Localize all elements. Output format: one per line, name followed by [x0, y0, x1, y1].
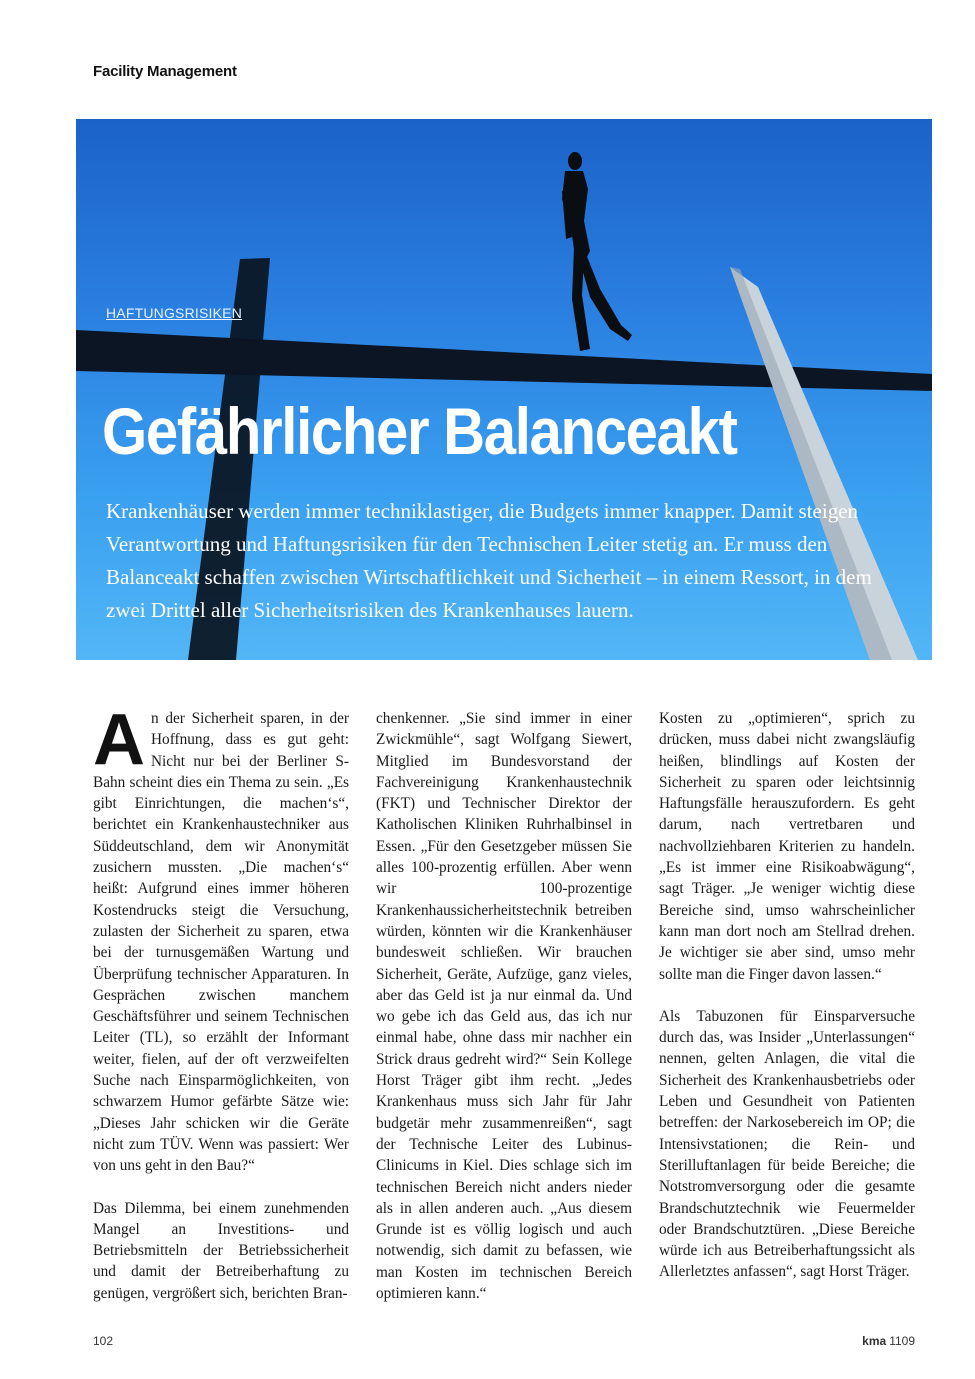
- issue-number: 1109: [889, 1334, 915, 1348]
- section-label: Facility Management: [93, 63, 237, 80]
- hero-image: [76, 119, 932, 660]
- article-kicker[interactable]: HAFTUNGSRISIKEN: [106, 305, 243, 321]
- text-column-2: [376, 708, 632, 1325]
- text-column-1: [93, 700, 349, 1325]
- paragraph: n der Sicherheit sparen, in der Hoffnung, dass es gut geht: Nicht nur bei der Berliner S-Bahn scheint dies ein Thema zu sein. „Es gibt Einrichtungen, die machen‘s“, berichtet ein Krankenhaustechniker aus Süddeutschland, dem wir Anonymität zusichern mussten. „Die machen‘s“ heißt: Aufgrund eines immer höheren Kostendrucks steigt die Versuchung, zulasten der Sicherheit zu sparen, etwa bei der turnusgemäßen Wartung und Überprüfung technischer Apparaturen. In Gesprächen zwischen manchem Geschäftsführer und seinem Technischen Leiter (TL), so erzählt der Informant weiter, fielen, auf der oft verzweifelten Suche nach Einsparmöglichkeiten, von schwarzem Humor gefärbte Sätze wie: „Dieses Jahr schicken wir die Geräte nicht zum TÜV. Wenn was passiert: Wer von uns geht in den Bau?“: [93, 710, 349, 1175]
- article-headline: Gefährlicher Balanceakt: [102, 394, 737, 468]
- drop-cap: A: [93, 700, 145, 780]
- page-number: 102: [93, 1334, 114, 1348]
- paragraph: Kosten zu „optimieren“, sprich zu drücken, muss dabei nicht zwangsläufig heißen, blindlings auf Kosten der Sicherheit zu sparen oder leichtsinnig Haftungsfälle herauszufordern. Es geht darum, nach vertretbaren und nachvollziehbaren Kriterien zu handeln. „Es ist immer eine Risikoabwägung“, sagt Träger. „Je weniger wichtig diese Bereiche sind, umso wahrscheinlicher kann man dort noch am Stellrad drehen. Je wichtiger sie aber sind, umso mehr sollte man die Finger davon lassen.“: [659, 710, 915, 983]
- magazine-footer: [862, 1334, 915, 1348]
- text-column-3: [659, 708, 915, 1304]
- horizontal-beam: [76, 330, 932, 391]
- walking-figure: [562, 152, 632, 351]
- paragraph: Als Tabuzonen für Einsparversuche durch das, was Insider „Unterlassungen“ nennen, gelten Anlagen, die vital die Sicherheit des Krankenhausbetriebs oder Leben und Gesundheit von Patienten betreffen: der Narkosebereich im OP; die Intensivstationen; die Rein- und Sterilluftanlagen für beide Bereiche; die Notstromversorgung oder die gesamte Brandschutztechnik wie Feuermelder oder Brandschutztüren. „Diese Bereiche würde ich aus Betreiberhaftungssicht als Allerletztes anfassen“, sagt Horst Träger.: [659, 1007, 915, 1281]
- paragraph: Das Dilemma, bei einem zunehmenden Mangel an Investitions- und Betriebsmitteln der Betriebssicherheit und damit der Betreiberhaftung zu genügen, vergrößert sich, berichten Bran-: [93, 1199, 349, 1302]
- magazine-brand: kma: [862, 1334, 887, 1348]
- paragraph: chenkenner. „Sie sind immer in einer Zwickmühle“, sagt Wolfgang Siewert, Mitglied im Bundesvorstand der Fachvereinigung Krankenhaustechnik (FKT) und Technischer Direktor der Katholischen Kliniken Ruhrhalbinsel in Essen. „Für den Gesetzgeber müssen Sie alles 100-prozentig erfüllen. Aber wenn wir 100-prozentige Krankenhaussicherheitstechnik betreiben würden, könnten wir die Krankenhäuser bundesweit schließen. Wir brauchen Sicherheit, Geräte, Aufzüge, ganz vieles, aber das Geld ist ja nur einmal da. Und wo gebe ich das Geld aus, das ich nur einmal habe, ohne dass mir nachher ein Strick draus gedreht wird?“ Sein Kollege Horst Träger gibt ihm recht. „Jedes Krankenhaus muss sich Jahr für Jahr budgetär mehr zusammenreißen“, sagt der Technische Leiter des Lubinus-Clinicums in Kiel. Dies schlage sich im technischen Bereich nicht anders nieder als in allen anderen auch. „Aus diesem Grunde ist es völlig logisch und auch notwendig, sich damit zu befassen, wie man Kosten im technischen Bereich optimieren kann.“: [376, 710, 632, 1303]
- article-intro: Krankenhäuser werden immer techniklastiger, die Budgets immer knapper. Damit steigen Verantwortung und Haftungsrisiken für den Technischen Leiter stetig an. Er muss den Balanceakt schaffen zwischen Wirtschaftlichkeit und Sicherheit – in einem Ressort, in dem zwei Drittel aller Sicherheitsrisiken des Krankenhauses lauern.: [106, 499, 872, 622]
